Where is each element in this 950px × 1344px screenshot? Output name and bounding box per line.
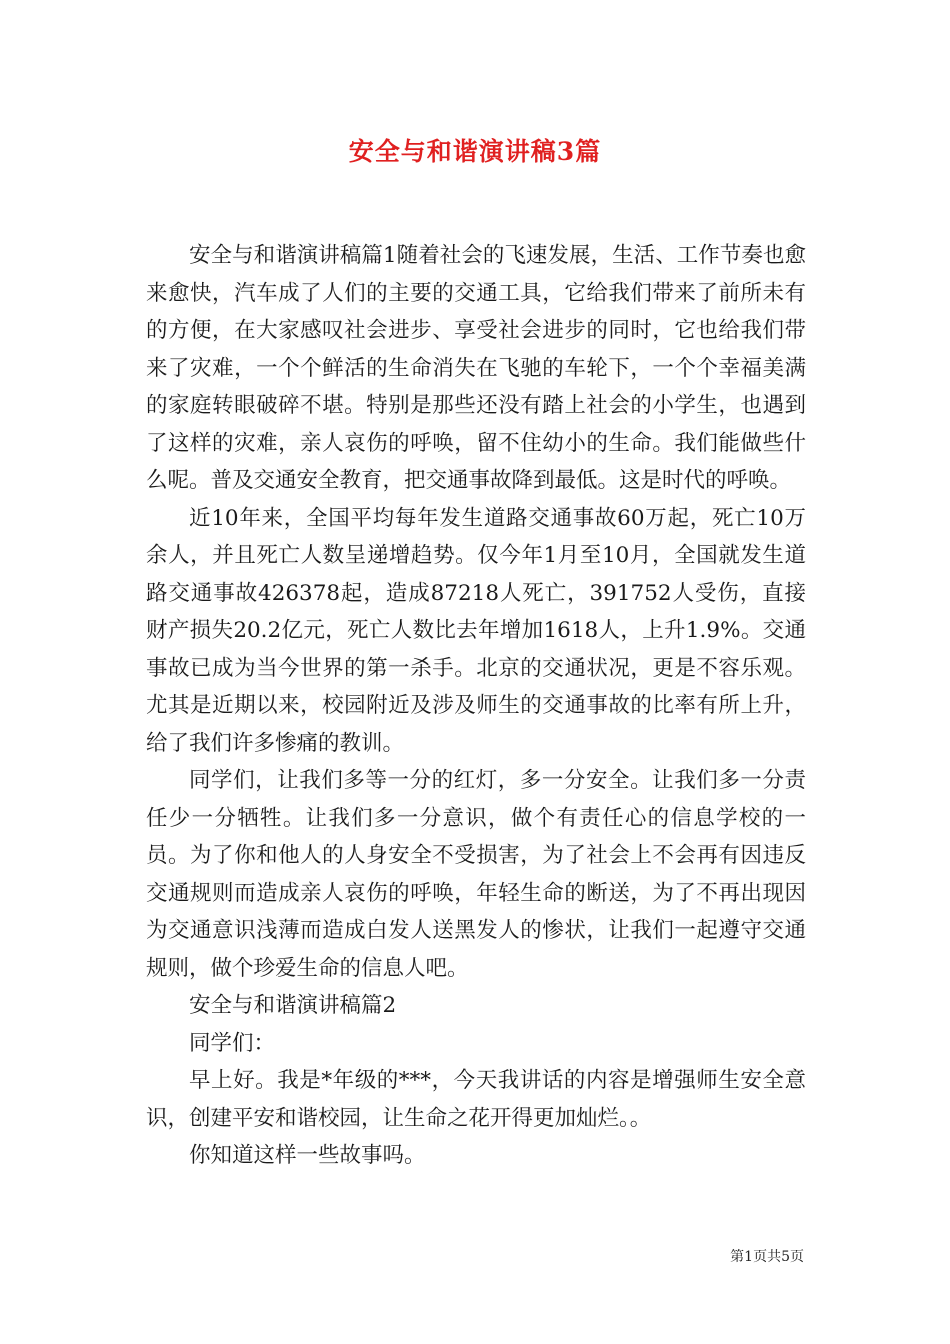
document-body	[146, 237, 806, 1175]
salutation: 同学们：	[189, 1030, 276, 1056]
paragraph-4: 早上好。我是*年级的***，今天我讲话的内容是增强师生安全意识，创建平安和谐校园，让生命之花开得更加灿烂。。	[146, 1068, 806, 1131]
paragraph-1: 安全与和谐演讲稿篇1随着社会的飞速发展，生活、工作节奏也愈来愈快，汽车成了人们的主要的交通工具，它给我们带来了前所未有的方便，在大家感叹社会进步、享受社会进步的同时，它也给我们带来了灾难，一个个鲜活的生命消失在飞驰的车轮下，一个个幸福美满的家庭转眼破碎不堪。特别是那些还没有踏上社会的小学生，也遇到了这样的灾难，亲人哀伤的呼唤，留不住幼小的生命。我们能做些什么呢。普及交通安全教育，把交通事故降到最低。这是时代的呼唤。	[146, 243, 806, 493]
page-number-footer: 第1页共5页	[730, 1249, 804, 1265]
paragraph-2: 近10年来，全国平均每年发生道路交通事故60万起，死亡10万余人，并且死亡人数呈递增趋势。仅今年1月至10月，全国就发生道路交通事故426378起，造成87218人死亡，391752人受伤，直接财产损失20.2亿元，死亡人数比去年增加1618人，上升1.9%。交通事故已成为当今世界的第一杀手。北京的交通状况，更是不容乐观。尤其是近期以来，校园附近及涉及师生的交通事故的比率有所上升，给了我们许多惨痛的教训。	[146, 505, 806, 756]
paragraph-5: 你知道这样一些故事吗。	[189, 1143, 426, 1168]
document-title: 安全与和谐演讲稿3篇	[348, 137, 602, 166]
paragraph-3: 同学们，让我们多等一分的红灯，多一分安全。让我们多一分责任少一分牺牲。让我们多一分意识，做个有责任心的信息学校的一员。为了你和他人的人身安全不受损害，为了社会上不会再有因违反交通规则而造成亲人哀伤的呼唤，年轻生命的断送，为了不再出现因为交通意识浅薄而造成白发人送黑发人的惨状，让我们一起遵守交通规则，做个珍爱生命的信息人吧。	[146, 768, 806, 981]
section-heading-2: 安全与和谐演讲稿篇2	[189, 993, 397, 1018]
